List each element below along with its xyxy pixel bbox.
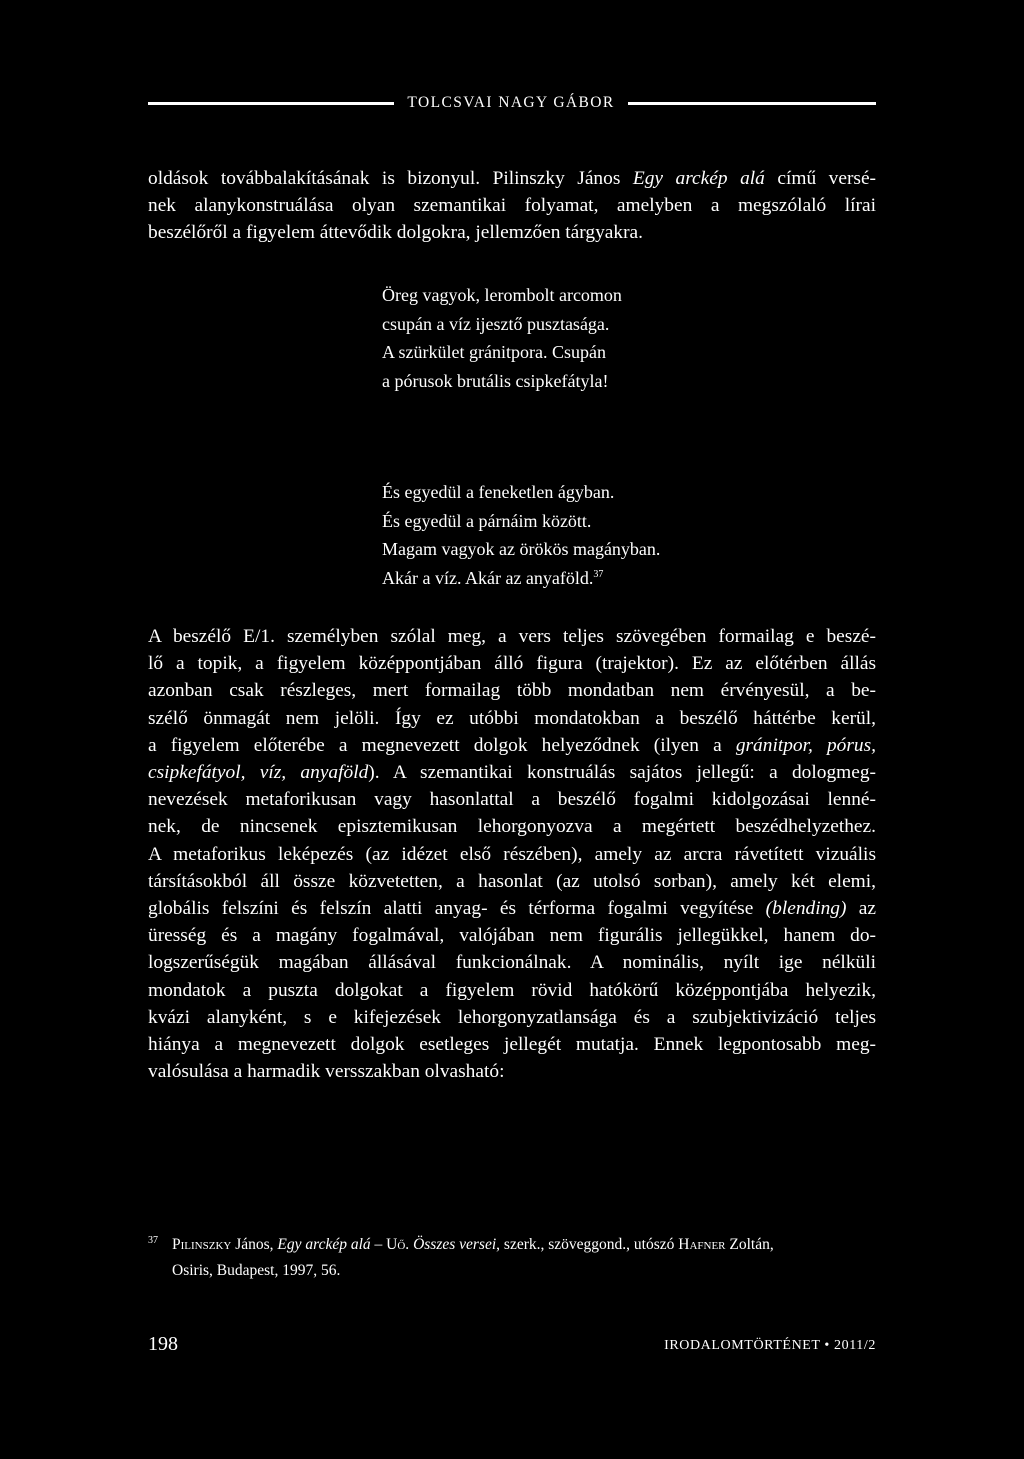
body-line: lő a topik, a figyelem középpontjában álló figura (trajektor). Ez az előtérben állás — [148, 653, 876, 675]
page-number: 198 — [148, 1333, 178, 1355]
footnote — [148, 1232, 876, 1284]
poem-line: Magam vagyok az örökös magányban. — [382, 539, 661, 559]
body-line: a figyelem előterébe a megnevezett dolgok helyeződnek (ilyen a gránitpor, pórus, — [148, 734, 876, 756]
body-line: A beszélő E/1. személyben szólal meg, a vers teljes szövegében formailag e beszé- — [148, 626, 876, 647]
body-line: szélő önmagát nem jelöli. Így ez utóbbi mondatokban a beszélő háttérbe kerül, — [148, 707, 876, 729]
header-rule-right — [628, 102, 876, 105]
header-rule-left — [148, 102, 394, 105]
body-line: azonban csak részleges, mert formailag több mondatban nem érvényesül, a be- — [148, 680, 876, 702]
body-line: kvázi alanyként, s e kifejezések lehorgonyzatlansága és a szubjektivizáció teljes — [148, 1006, 876, 1028]
footnote-line-2: Osiris, Budapest, 1997, 56. — [172, 1262, 341, 1279]
body-line: nek, de nincsenek episztemikusan lehorgonyozva a megértett beszédhelyzethez. — [148, 816, 876, 838]
header-author: TOLCSVAI NAGY GÁBOR — [407, 94, 615, 111]
body-line: társításokból áll össze közvetetten, a hasonlat (az utolsó sorban), amely két elemi, — [148, 870, 876, 892]
body-line: mondatok a puszta dolgokat a figyelem rövid hatókörű középpontjába helyezik, — [148, 979, 876, 1001]
body-line: valósulása a harmadik versszakban olvasható: — [148, 1061, 505, 1083]
poem-line: csupán a víz ijesztő pusztasága. — [382, 313, 610, 334]
intro-line-3: beszélőről a figyelem áttevődik dolgokra, jellemzően tárgyakra. — [148, 222, 643, 244]
poem-line: Öreg vagyok, lerombolt arcomon — [382, 285, 622, 305]
footnote-line-1: Pilinszky János, Egy arckép alá – Uő. Összes versei, szerk., szöveggond., utószó Hafner Zoltán, — [172, 1236, 774, 1253]
body-line: logszerűségük magában állásával funkcionálnak. A nominális, nyílt ige nélküli — [148, 952, 876, 974]
poem-line: A szürkület gránitpora. Csupán — [382, 342, 606, 362]
body-line: A metaforikus leképezés (az idézet első részében), amely az arcra rávetített vizuális — [148, 843, 876, 865]
poem-stanza-2 — [382, 478, 660, 592]
poem-title-ref: Egy arckép alá — [632, 168, 765, 189]
footnote-number: 37 — [148, 1235, 158, 1246]
poem-line: Akár a víz. Akár az anyaföld.$^{37}$ — [382, 567, 604, 588]
body-line: hiánya a megnevezett dolgok esetleges jellegét mutatja. Ennek legpontosabb meg- — [148, 1034, 876, 1056]
poem-line: És egyedül a párnáim között. — [382, 510, 592, 531]
body-paragraph — [148, 623, 876, 1085]
intro-line-1: oldások továbbalakításának is bizonyul. Pilinszky János Egy arckép alá című versé- — [148, 168, 877, 189]
journal-info: IRODALOMTÖRTÉNET • 2011/2 — [664, 1338, 876, 1353]
poem-stanza-1 — [382, 281, 622, 395]
running-header — [148, 90, 876, 116]
intro-line-2: nek alanykonstruálása olyan szemantikai folyamat, amelyben a megszólaló lírai — [148, 195, 876, 217]
body-line: globális felszíni és felszín alatti anyag- és térforma fogalmi vegyítése (blending) az — [148, 898, 877, 920]
body-line: nevezések metaforikusan vagy hasonlattal a beszélő fogalmi kidolgozásai lenné- — [148, 789, 876, 811]
body-line: üresség és a magány fogalmával, valójában nem figurális jellegükkel, hanem do- — [148, 925, 876, 947]
body-line: csipkefátyol, víz, anyaföld). A szemantikai konstruálás sajátos jellegű: a dologmeg- — [148, 762, 876, 784]
footnote-reference: 37 — [593, 568, 604, 580]
poem-line: a pórusok brutális csipkefátyla! — [382, 370, 609, 391]
poem-line: És egyedül a feneketlen ágyban. — [382, 482, 615, 502]
intro-paragraph — [148, 165, 876, 247]
